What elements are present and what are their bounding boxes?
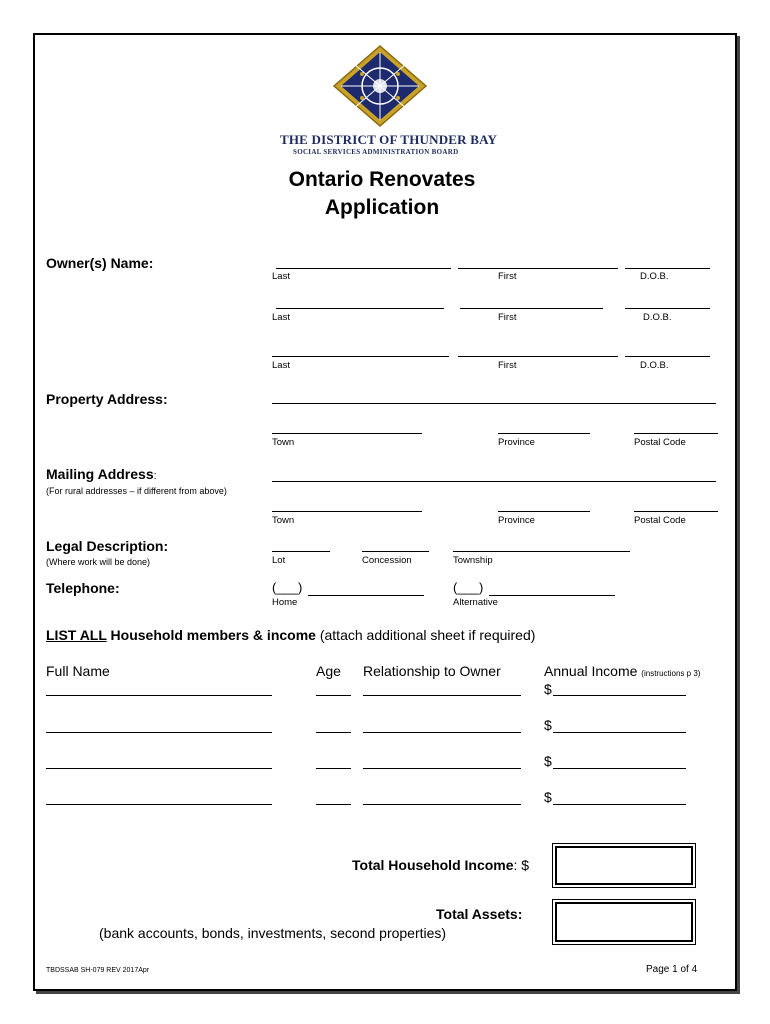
mailing-address-label: Mailing Address:: [46, 466, 157, 482]
mailing-town-caption: Town: [272, 515, 295, 526]
owner3-dob-caption: D.O.B.: [640, 360, 669, 371]
mailing-town-field[interactable]: [272, 511, 422, 512]
mailing-postal-caption: Postal Code: [634, 515, 686, 526]
owner1-dob-field[interactable]: [625, 268, 710, 269]
owners-label: Owner(s) Name:: [46, 255, 154, 271]
owner3-first-caption: First: [498, 360, 517, 371]
total-assets-note: (bank accounts, bonds, investments, second properties): [99, 925, 447, 941]
member3-dollar: $: [544, 753, 552, 769]
owner1-last-caption: Last: [272, 271, 290, 282]
mailing-postal-field[interactable]: [634, 511, 718, 512]
member4-age-field[interactable]: [316, 804, 351, 805]
lot-caption: Lot: [272, 555, 286, 566]
member2-relationship-field[interactable]: [363, 732, 521, 733]
total-assets-box[interactable]: [555, 902, 693, 942]
legal-description-note: (Where work will be done): [46, 557, 151, 567]
col-age: Age: [316, 663, 341, 679]
form-title-line2: Application: [324, 196, 440, 219]
alt-phone-field[interactable]: [489, 595, 615, 596]
col-relationship: Relationship to Owner: [363, 663, 501, 679]
owner3-last-caption: Last: [272, 360, 290, 371]
total-household-income-label: Total Household Income: $: [352, 857, 530, 873]
owner3-dob-field[interactable]: [625, 356, 710, 357]
owner1-first-field[interactable]: [458, 268, 618, 269]
form-code: TBDSSAB SH-079 REV 2017Apr: [46, 967, 150, 974]
owner2-first-field[interactable]: [460, 308, 603, 309]
col-full-name: Full Name: [46, 663, 110, 679]
org-subtitle: SOCIAL SERVICES ADMINISTRATION BOARD: [293, 148, 459, 156]
legal-description-label: Legal Description:: [46, 538, 169, 554]
member3-name-field[interactable]: [46, 768, 272, 769]
property-address-label: Property Address:: [46, 391, 168, 407]
page-number: Page 1 of 4: [646, 964, 698, 975]
property-province-field[interactable]: [498, 433, 590, 434]
township-field[interactable]: [453, 551, 630, 552]
concession-caption: Concession: [362, 555, 412, 566]
mailing-province-field[interactable]: [498, 511, 590, 512]
total-assets-label: Total Assets:: [436, 906, 523, 922]
org-name: THE DISTRICT OF THUNDER BAY: [280, 132, 498, 147]
member3-age-field[interactable]: [316, 768, 351, 769]
member3-relationship-field[interactable]: [363, 768, 521, 769]
owner1-first-caption: First: [498, 271, 517, 282]
property-town-field[interactable]: [272, 433, 422, 434]
property-province-caption: Province: [498, 437, 535, 448]
owner2-last-field[interactable]: [276, 308, 444, 309]
member2-age-field[interactable]: [316, 732, 351, 733]
member1-age-field[interactable]: [316, 695, 351, 696]
property-postal-caption: Postal Code: [634, 437, 686, 448]
member2-dollar: $: [544, 717, 552, 733]
owner3-last-field[interactable]: [272, 356, 449, 357]
owner2-dob-field[interactable]: [625, 308, 710, 309]
member4-income-field[interactable]: [553, 804, 686, 805]
owner2-dob-caption: D.O.B.: [643, 312, 672, 323]
member3-income-field[interactable]: [553, 768, 686, 769]
concession-field[interactable]: [362, 551, 429, 552]
property-address-field[interactable]: [272, 403, 716, 404]
township-caption: Township: [453, 555, 493, 566]
mailing-address-field[interactable]: [272, 481, 716, 482]
member1-income-field[interactable]: [553, 695, 686, 696]
diamond-compass-logo-icon: [332, 44, 428, 128]
alt-area-code: (___): [453, 580, 484, 595]
property-town-caption: Town: [272, 437, 295, 448]
owner1-dob-caption: D.O.B.: [640, 271, 669, 282]
member1-name-field[interactable]: [46, 695, 272, 696]
property-postal-field[interactable]: [634, 433, 718, 434]
member1-relationship-field[interactable]: [363, 695, 521, 696]
col-annual-income: Annual Income (instructions p 3): [544, 663, 701, 679]
owner1-last-field[interactable]: [276, 268, 451, 269]
member4-relationship-field[interactable]: [363, 804, 521, 805]
telephone-label: Telephone:: [46, 580, 120, 596]
mailing-address-note: (For rural addresses – if different from above): [46, 486, 227, 496]
household-heading: LIST ALL Household members & income (attach additional sheet if required): [46, 627, 536, 643]
member1-dollar: $: [544, 681, 552, 697]
home-area-code: (___): [272, 580, 303, 595]
owner2-last-caption: Last: [272, 312, 290, 323]
alt-phone-caption: Alternative: [453, 597, 498, 608]
member2-income-field[interactable]: [553, 732, 686, 733]
home-phone-caption: Home: [272, 597, 298, 608]
mailing-province-caption: Province: [498, 515, 535, 526]
owner3-first-field[interactable]: [458, 356, 618, 357]
form-title-line1: Ontario Renovates: [288, 168, 476, 191]
member4-name-field[interactable]: [46, 804, 272, 805]
owner2-first-caption: First: [498, 312, 517, 323]
member2-name-field[interactable]: [46, 732, 272, 733]
total-household-income-box[interactable]: [555, 846, 693, 885]
home-phone-field[interactable]: [308, 595, 424, 596]
lot-field[interactable]: [272, 551, 330, 552]
member4-dollar: $: [544, 789, 552, 805]
